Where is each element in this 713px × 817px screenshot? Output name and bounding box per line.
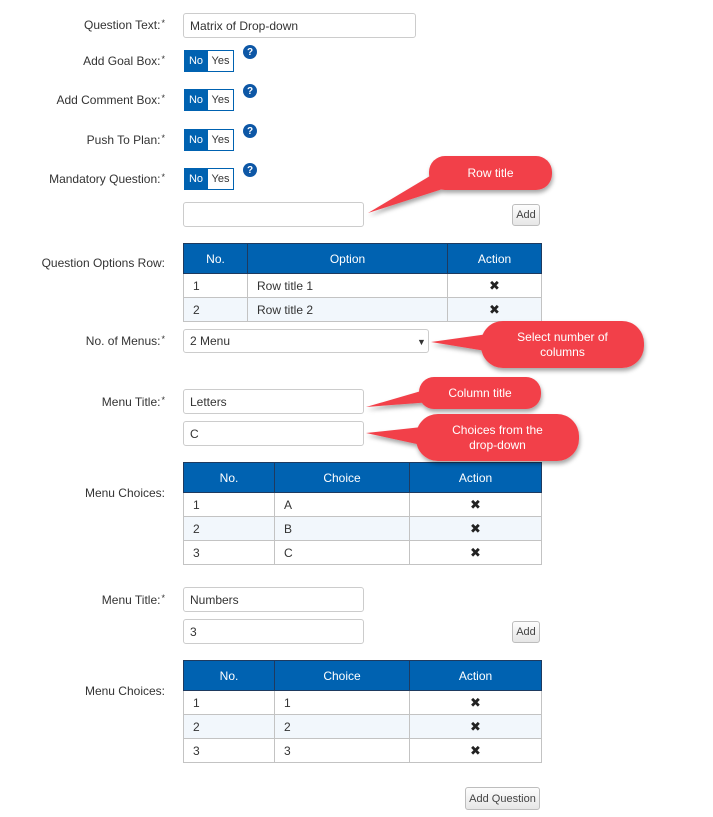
column-header-option: Option — [248, 244, 448, 274]
mandatory-question-label: Mandatory Question:* — [49, 172, 165, 186]
callout-choices-text — [416, 414, 579, 461]
no-of-menus-label: No. of Menus:* — [85, 334, 165, 348]
row-number: 3 — [184, 541, 275, 565]
add-choice-button[interactable]: Add — [512, 621, 540, 643]
delete-icon[interactable]: ✖ — [410, 541, 542, 565]
callout-select-columns-text — [481, 321, 644, 368]
delete-icon[interactable]: ✖ — [410, 715, 542, 739]
column-header-no: No. — [184, 463, 275, 493]
row-number: 1 — [184, 493, 275, 517]
add-row-button[interactable]: Add — [512, 204, 540, 226]
delete-icon[interactable]: ✖ — [410, 493, 542, 517]
help-icon[interactable]: ? — [243, 84, 257, 98]
callout-line: columns — [540, 344, 585, 359]
row-number: 1 — [184, 274, 248, 298]
row-number: 2 — [184, 715, 275, 739]
column-header-action: Action — [410, 661, 542, 691]
callout-column-title-text: Column title — [448, 385, 512, 400]
row-choice: 2 — [275, 715, 410, 739]
add-goal-box-label: Add Goal Box:* — [83, 54, 165, 68]
delete-icon[interactable]: ✖ — [448, 298, 542, 322]
mandatory-no-option[interactable]: No — [184, 168, 208, 190]
chevron-down-icon: ▼ — [417, 337, 426, 347]
row-option: Row title 1 — [248, 274, 448, 298]
mandatory-yes-option[interactable]: Yes — [208, 168, 234, 190]
column-header-no: No. — [184, 244, 248, 274]
menu-choice-value: C — [190, 426, 199, 441]
column-header-choice: Choice — [275, 661, 410, 691]
column-header-action: Action — [448, 244, 542, 274]
menu-title-value: Letters — [190, 394, 227, 409]
push-to-plan-no-option[interactable]: No — [184, 129, 208, 151]
push-to-plan-label: Push To Plan:* — [86, 133, 165, 147]
question-text-label: Question Text:* — [83, 18, 165, 32]
help-icon[interactable]: ? — [243, 124, 257, 138]
help-icon[interactable]: ? — [243, 45, 257, 59]
menu-title-label: Menu Title:* — [101, 593, 165, 607]
row-number: 2 — [184, 517, 275, 541]
delete-icon[interactable]: ✖ — [410, 691, 542, 715]
push-to-plan-yes-option[interactable]: Yes — [208, 129, 234, 151]
row-option: Row title 2 — [248, 298, 448, 322]
column-header-choice: Choice — [275, 463, 410, 493]
callout-line: Select number of — [517, 329, 608, 344]
question-options-row-label: Question Options Row: — [41, 256, 165, 270]
column-header-no: No. — [184, 661, 275, 691]
add-goal-yes-option[interactable]: Yes — [208, 50, 234, 72]
menu-choices-label: Menu Choices: — [84, 486, 165, 500]
add-comment-no-option[interactable]: No — [184, 89, 208, 111]
menu-title-label: Menu Title:* — [101, 395, 165, 409]
row-choice: 3 — [275, 739, 410, 763]
delete-icon[interactable]: ✖ — [410, 517, 542, 541]
callout-line: Choices from the — [452, 422, 543, 437]
callout-row-title-text: Row title — [467, 165, 514, 180]
callout-line: drop-down — [469, 437, 526, 452]
row-choice: C — [275, 541, 410, 565]
add-comment-yes-option[interactable]: Yes — [208, 89, 234, 111]
menu-choices-label: Menu Choices: — [84, 684, 165, 698]
delete-icon[interactable]: ✖ — [448, 274, 542, 298]
row-number: 2 — [184, 298, 248, 322]
add-question-button[interactable]: Add Question — [465, 787, 540, 810]
row-number: 1 — [184, 691, 275, 715]
add-comment-box-label: Add Comment Box:* — [56, 93, 165, 107]
help-icon[interactable]: ? — [243, 163, 257, 177]
column-header-action: Action — [410, 463, 542, 493]
row-choice: A — [275, 493, 410, 517]
menu-title-value: Numbers — [190, 592, 239, 607]
menus-select-value: 2 Menu — [190, 334, 231, 348]
row-choice: B — [275, 517, 410, 541]
row-number: 3 — [184, 739, 275, 763]
menu-choice-value: 3 — [190, 624, 197, 639]
delete-icon[interactable]: ✖ — [410, 739, 542, 763]
row-choice: 1 — [275, 691, 410, 715]
add-goal-no-option[interactable]: No — [184, 50, 208, 72]
question-text-value: Matrix of Drop-down — [190, 18, 299, 33]
